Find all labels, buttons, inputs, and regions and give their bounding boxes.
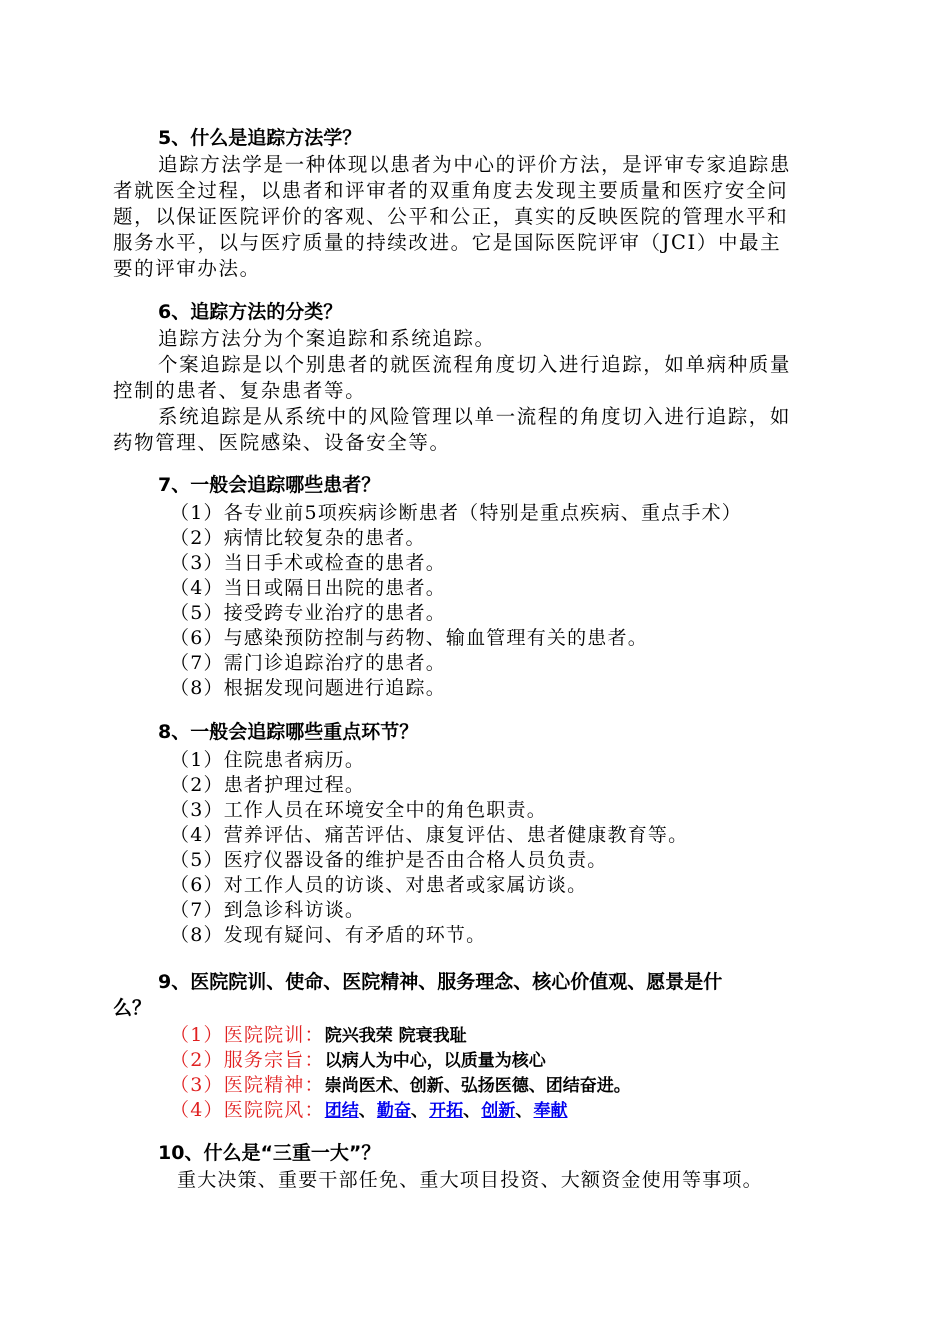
q8-item-5: （5）医疗仪器设备的维护是否由合格人员负责。	[170, 849, 608, 871]
q7-item-1: （1）各专业前5项疾病诊断患者（特别是重点疾病、重点手术）	[170, 502, 742, 524]
q9-item-label: （3）医院精神：	[170, 1074, 325, 1096]
list-separator: 、	[463, 1101, 482, 1121]
q9-item-2	[170, 1047, 546, 1074]
q7-item-7: （7）需门诊追踪治疗的患者。	[170, 652, 446, 674]
q7-item-6: （6）与感染预防控制与药物、输血管理有关的患者。	[170, 627, 648, 649]
q8-item-6: （6）对工作人员的访谈、对患者或家属访谈。	[170, 874, 588, 896]
q9-item-value: 以病人为中心，以质量为核心	[324, 1051, 546, 1071]
q6-heading: 6、追踪方法的分类？	[158, 301, 343, 323]
q5-line-5: 要的评审办法。	[113, 257, 261, 280]
list-separator: 、	[358, 1101, 377, 1121]
q9-item-1	[170, 1022, 467, 1049]
q6-line-5: 药物管理、医院感染、设备安全等。	[113, 431, 451, 454]
q7-item-5: （5）接受跨专业治疗的患者。	[170, 602, 446, 624]
link-chuangxin[interactable]: 创新	[481, 1101, 516, 1121]
list-separator: 、	[410, 1101, 430, 1121]
q9-item-value: 崇尚医术、创新、弘扬医德、团结奋进。	[324, 1076, 631, 1096]
q7-item-4: （4）当日或隔日出院的患者。	[170, 577, 446, 599]
link-tuanjie[interactable]: 团结	[324, 1101, 359, 1121]
q10-heading: 10、什么是“三重一大”？	[158, 1142, 381, 1164]
link-kaituo[interactable]: 开拓	[429, 1101, 464, 1121]
q7-item-8: （8）根据发现问题进行追踪。	[170, 677, 446, 699]
q5-line-3: 题，以保证医院评价的客观、公平和公正，真实的反映医院的管理水平和	[113, 205, 789, 228]
q5-line-2: 者就医全过程，以患者和评审者的双重角度去发现主要质量和医疗安全问	[113, 179, 789, 202]
q7-item-3: （3）当日手术或检查的患者。	[170, 552, 446, 574]
q5-line-4: 服务水平，以与医疗质量的持续改进。它是国际医院评审（JCI）中最主	[113, 231, 782, 254]
q6-line-3: 控制的患者、复杂患者等。	[113, 379, 367, 402]
q9-item-label: （2）服务宗旨：	[170, 1049, 325, 1071]
q5-heading: 5、什么是追踪方法学？	[158, 127, 362, 149]
q6-line-4: 系统追踪是从系统中的风险管理以单一流程的角度切入进行追踪，如	[158, 405, 792, 428]
q9-item-label: （4）医院院风：	[170, 1099, 325, 1121]
q9-item-label: （1）医院院训：	[170, 1024, 325, 1046]
q6-line-1: 追踪方法分为个案追踪和系统追踪。	[158, 327, 496, 350]
q8-item-8: （8）发现有疑问、有矛盾的环节。	[170, 924, 487, 946]
q10-line: 重大决策、重要干部任免、重大项目投资、大额资金使用等事项。	[177, 1169, 763, 1191]
q8-item-7: （7）到急诊科访谈。	[170, 899, 366, 921]
q6-line-2: 个案追踪是以个别患者的就医流程角度切入进行追踪，如单病种质量	[158, 353, 792, 376]
q8-item-1: （1）住院患者病历。	[170, 749, 366, 771]
q9-item-4	[170, 1097, 568, 1124]
q8-item-2: （2）患者护理过程。	[170, 774, 366, 796]
q7-item-2: （2）病情比较复杂的患者。	[170, 527, 426, 549]
q9-item-value: 院兴我荣 院衰我耻	[324, 1026, 467, 1046]
q5-line-1: 追踪方法学是一种体现以患者为中心的评价方法，是评审专家追踪患	[158, 153, 792, 176]
q9-heading-line-1: 9、医院院训、使命、医院精神、服务理念、核心价值观、愿景是什	[158, 971, 723, 993]
list-separator: 、	[515, 1101, 534, 1121]
link-fengxian[interactable]: 奉献	[533, 1101, 568, 1121]
link-qinfen[interactable]: 勤奋	[376, 1101, 411, 1121]
q7-heading: 7、一般会追踪哪些患者？	[158, 474, 381, 496]
q9-item-3	[170, 1072, 631, 1099]
q8-item-3: （3）工作人员在环境安全中的角色职责。	[170, 799, 547, 821]
q8-item-4: （4）营养评估、痛苦评估、康复评估、患者健康教育等。	[170, 824, 689, 846]
q9-heading-line-2: 么？	[113, 997, 152, 1019]
q8-heading: 8、一般会追踪哪些重点环节？	[158, 721, 419, 743]
